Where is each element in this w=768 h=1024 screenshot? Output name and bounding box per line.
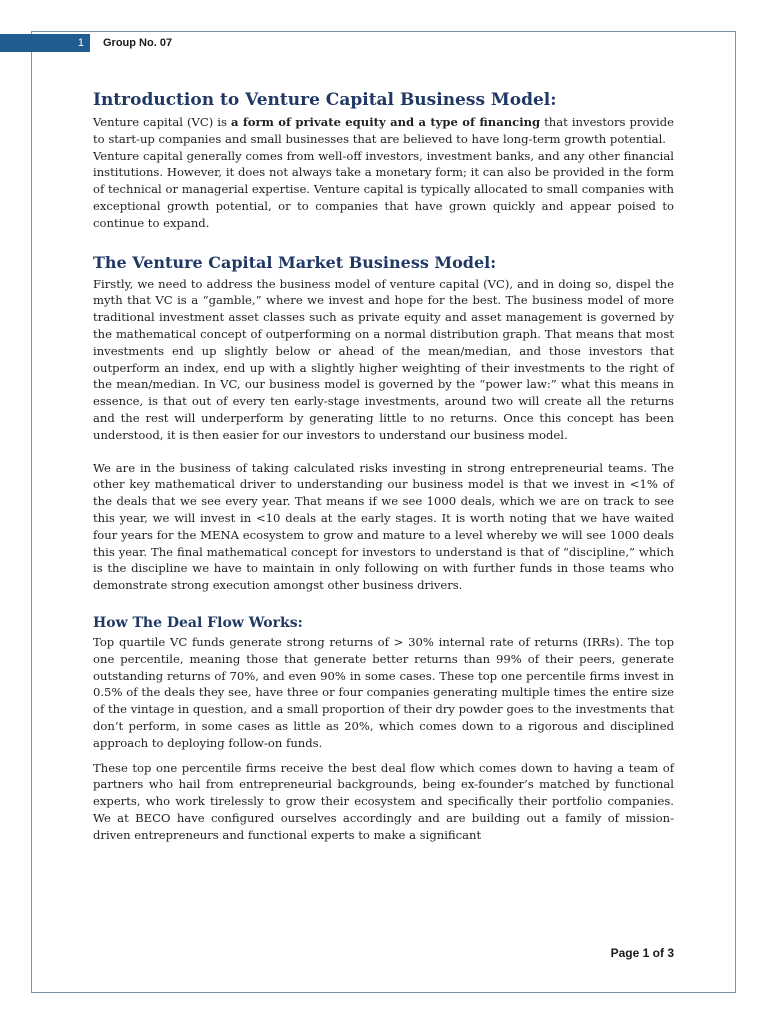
intro-paragraph-1 bbox=[93, 114, 674, 148]
market-paragraph-2: We are in the business of taking calculated risks investing in strong entrepreneurial teams. The other key mathematical driver to understanding our business model is that we invest in <1% of the deals that we see every year. That means if we see 1000 deals, which we are on track to see this year, we will invest in <10 deals at the early stages. It is worth noting that we have waited four years for the MENA ecosystem to grow and mature to a level whereby we will see 1000 deals this year. The final mathematical concept for investors to understand is that of “discipline,” which is the discipline we have to maintain in only following on with further funds in those teams who demonstrate strong execution amongst other business drivers. bbox=[93, 460, 674, 593]
page-footer bbox=[611, 946, 674, 960]
intro-p1-text-a: Venture capital (VC) is bbox=[93, 115, 231, 129]
intro-paragraph-2: Venture capital generally comes from well-off investors, investment banks, and any other financial institutions. However, it does not always take a monetary form; it can also be provided in the form of technical or managerial expertise. Venture capital is typically allocated to small companies with exceptional growth potential, or to companies that have grown quickly and appear poised to continue to expand. bbox=[93, 148, 674, 230]
document-body bbox=[93, 86, 674, 843]
footer-current-page: 1 bbox=[642, 946, 650, 960]
intro-p1-bold: a form of private equity and a type of financing bbox=[230, 115, 541, 129]
footer-of: of bbox=[649, 946, 668, 960]
market-paragraph-1: Firstly, we need to address the business model of venture capital (VC), and in doing so, dispel the myth that VC is a “gamble,” where we invest and hope for the best. The business model of more traditional investment asset classes such as private equity and asset management is governed by the mathematical concept of outperforming on a normal distribution graph. That means that most investments end up slightly below or ahead of the mean/median, and those investors that outperform an index, end up with a slightly higher weighting of their investments to the right of the mean/median. In VC, our business model is governed by the “power law:” what this means in essence, is that out of every ten early-stage investments, around two will create all the returns and the rest will underperform by generating little to no returns. Once this concept has been understood, it is then easier for our investors to understand our business model. bbox=[93, 276, 674, 442]
header-page-number: 1 bbox=[0, 34, 90, 52]
intro-p1-text-b: that investors provide to start-up companies and small businesses that are believed to have long-term growth potential. bbox=[93, 115, 674, 146]
dealflow-paragraph-1: Top quartile VC funds generate strong returns of > 30% internal rate of returns (IRRs). The top one percentile, meaning those that generate better returns than 99% of their peers, generate outstanding returns of 70%, and even 90% in some cases. These top one percentile firms invest in 0.5% of the deals they see, have three or four companies generating multiple times the entire size of the vintage in question, and a small proportion of their dry powder goes to the investments that don’t perform, in some cases as little as 20%, which comes down to a rigorous and disciplined approach to deploying follow-on funds. bbox=[93, 634, 674, 750]
dealflow-paragraph-2: These top one percentile firms receive the best deal flow which comes down to having a team of partners who hail from entrepreneurial backgrounds, being ex-founder’s matched by functional experts, who work tirelessly to grow their ecosystem and specifically their portfolio companies. We at BECO have configured ourselves accordingly and are building out a family of mission-driven entrepreneurs and functional experts to make a significant bbox=[93, 760, 674, 842]
market-heading: The Venture Capital Market Business Model: bbox=[93, 252, 497, 272]
footer-total-pages: 3 bbox=[667, 946, 674, 960]
intro-heading: Introduction to Venture Capital Business Model: bbox=[93, 90, 557, 110]
dealflow-heading: How The Deal Flow Works: bbox=[93, 614, 303, 631]
footer-label: Page bbox=[610, 946, 643, 960]
header-group-label: Group No. 07 bbox=[103, 37, 173, 49]
